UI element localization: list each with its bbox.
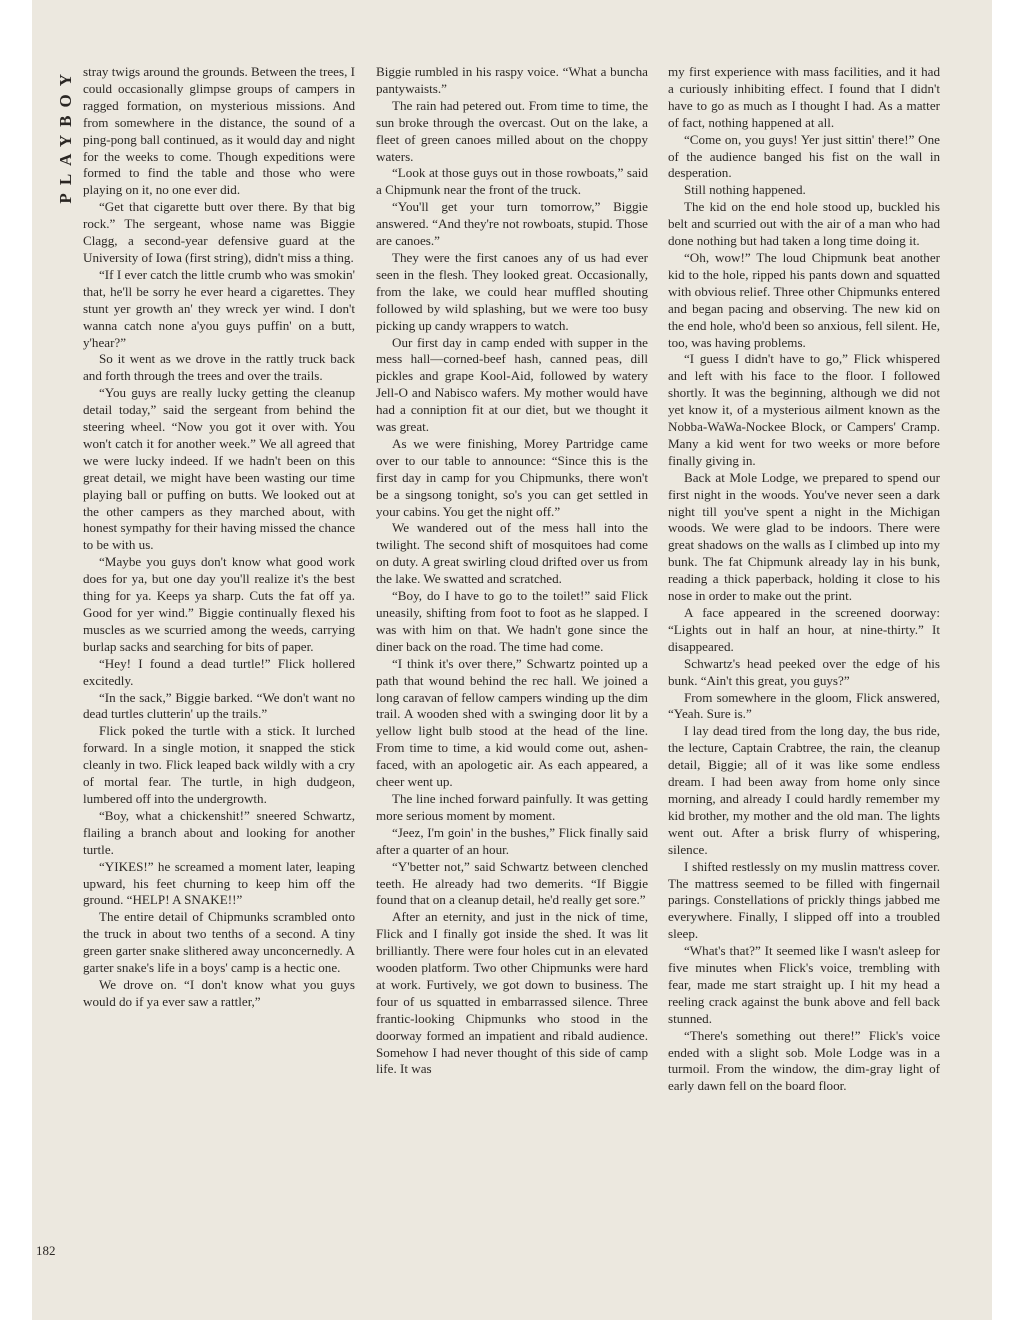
paragraph: “Get that cigarette butt over there. By that big rock.” The sergeant, whose name was Biggie Clagg, a second-year defensive guard at the University of Iowa (first string), didn't miss a thing.: [83, 199, 355, 265]
paragraph: “Boy, what a chickenshit!” sneered Schwartz, flailing a branch about and looking for another turtle.: [83, 807, 355, 857]
paragraph: From somewhere in the gloom, Flick answered, “Yeah. Sure is.”: [668, 689, 940, 722]
paragraph: “I think it's over there,” Schwartz pointed up a path that wound behind the rec hall. We joined a long caravan of fellow campers winding up the dim trail. A wooden shed with a swinging door lit by a yellow light bulb stood at the head of the line. From time to time, a kid would come out, ashen-faced, with an apologetic air. As each appeared, a cheer went up.: [376, 655, 648, 790]
paragraph: “If I ever catch the little crumb who was smokin' that, he'll be sorry he ever heard a cigarettes. They stunt yer growth an' they wreck yer wind. I don't wanna catch none a'you guys puffin' on a butt, y'hear?”: [83, 266, 355, 350]
paragraph: stray twigs around the grounds. Between the trees, I could occasionally glimpse groups of campers in ragged formation, on mysterious missions. And from somewhere in the distance, the sound of a ping-pong ball continued, as it would day and night for the weeks to come. Though expeditions were formed to find the table and those who were playing on it, no one ever did.: [83, 64, 355, 198]
paragraph: Biggie rumbled in his raspy voice. “What a buncha pantywaists.”: [376, 64, 648, 96]
paragraph: “Come on, you guys! Yer just sittin' there!” One of the audience banged his fist on the wall in desperation.: [668, 131, 940, 181]
paragraph: “In the sack,” Biggie barked. “We don't want no dead turtles clutterin' up the trails.”: [83, 689, 355, 722]
paragraph: A face appeared in the screened doorway: “Lights out in half an hour, at nine-thirty.” It disappeared.: [668, 605, 940, 654]
paragraph: “You guys are really lucky getting the cleanup detail today,” said the sergeant from behind the steering wheel. “Now you got it over with. You won't catch it for another week.” We all agreed that we were lucky indeed. If we hadn't been on this great detail, we might have been wasting our time playing ball or puffing on butts. We looked out at the other campers as they marched about, with honest sympathy for their having missed the chance to be with us.: [83, 385, 355, 553]
paragraph: So it went as we drove in the rattly truck back and forth through the trees and over the trails.: [83, 351, 355, 384]
paragraph: The kid on the end hole stood up, buckled his belt and scurried out with the air of a man who had done nothing but had taken a long time doing it.: [668, 199, 940, 249]
paragraph: “You'll get your turn tomorrow,” Biggie answered. “And they're not rowboats, stupid. Those are canoes.”: [376, 199, 648, 249]
paragraph: my first experience with mass facilities, and it had a curiously inhibiting effect. I found that I didn't have to go as much as I thought I had. As a matter of fact, nothing happened at all.: [668, 64, 940, 130]
column-2: [376, 64, 648, 1078]
paragraph: “I guess I didn't have to go,” Flick whispered and left with his face to the floor. I followed shortly. It was the beginning, although we did not yet know it, of a mysterious ailment known as the Nobba-WaWa-Nockee Block, or Campers' Cramp. Many a kid went for two weeks or more before finally giving in.: [668, 351, 940, 468]
paragraph: Flick poked the turtle with a stick. It lurched forward. In a single motion, it snapped the stick cleanly in two. Flick leaped back wildly with a cry of mortal fear. The turtle, in high dudgeon, lumbered off into the undergrowth.: [83, 723, 355, 806]
paragraph: After an eternity, and just in the nick of time, Flick and I finally got inside the shed. It was lit brilliantly. There were four holes cut in an elevated wooden platform. Two other Chipmunks were hard at work. Furtively, we got down to business. The four of us squatted in embarrassed silence. Three frantic-looking Chipmunks who stood in the doorway formed an impatient and ribald audience. Somehow I had never thought of this side of camp life. It was: [376, 909, 648, 1077]
paragraph: We wandered out of the mess hall into the twilight. The second shift of mosquitoes had come on duty. A great swirling cloud drifted over us from the lake. We swatted and scratched.: [376, 520, 648, 587]
page-number: 182: [36, 1243, 56, 1258]
column-3: [668, 64, 940, 1095]
magazine-page: [32, 0, 992, 1320]
paragraph: Schwartz's head peeked over the edge of his bunk. “Ain't this great, you guys?”: [668, 655, 940, 688]
paragraph: The rain had petered out. From time to time, the sun broke through the overcast. Out on the lake, a fleet of green canoes milled about on the choppy waters.: [376, 97, 648, 164]
paragraph: Back at Mole Lodge, we prepared to spend our first night in the woods. You've never seen a dark night till you've spent a night in the Michigan woods. We were glad to be indoors. There were great shadows on the walls as I climbed up into my bunk. The fat Chipmunk already lay in his bunk, reading a thick paperback, holding it close to his nose in order to make out the print.: [668, 469, 940, 604]
paragraph: Our first day in camp ended with supper in the mess hall—corned-beef hash, canned peas, dill pickles and grape Kool-Aid, followed by watery Jell-O and Nabisco wafers. My mother would have had a conniption fit at our diet, but we thought it was great.: [376, 334, 648, 435]
paragraph: “There's something out there!” Flick's voice ended with a slight sob. Mole Lodge was in a turmoil. From the window, the dim-gray light of early dawn fell on the board floor.: [668, 1027, 940, 1094]
paragraph: “Oh, wow!” The loud Chipmunk beat another kid to the hole, ripped his pants down and squatted with obvious relief. Three other Chipmunks entered and began pacing and observing. The new kid on the end hole, who'd been so anxious, fell silent. He, too, was having problems.: [668, 249, 940, 350]
paragraph: “What's that?” It seemed like I wasn't asleep for five minutes when Flick's voice, trembling with fear, made me start straight up. I hit my head a reeling crack against the bunk above and fell back stunned.: [668, 943, 940, 1026]
paragraph: “Y'better not,” said Schwartz between clenched teeth. He already had two demerits. “If Biggie found that on a cleanup detail, he'd really get sore.”: [376, 858, 648, 908]
paragraph: They were the first canoes any of us had ever seen in the flesh. They looked great. Occasionally, from the lake, we could hear muffled shouting followed by wild splashing, but we were too busy picking up candy wrappers to watch.: [376, 249, 648, 333]
paragraph: The entire detail of Chipmunks scrambled onto the truck in about two tenths of a second. A tiny green garter snake slithered away unconcernedly. A garter snake's life in a boys' camp is a hectic one.: [83, 909, 355, 976]
column-1: [83, 64, 355, 1011]
paragraph: We drove on. “I don't know what you guys would do if ya ever saw a rattler,”: [83, 976, 355, 1009]
paragraph: As we were finishing, Morey Partridge came over to our table to announce: “Since this is the first day in camp for you Chipmunks, there won't be a singsong tonight, so's you can get settled in your cabins. You get the night off.”: [376, 435, 648, 519]
paragraph: “Boy, do I have to go to the toilet!” said Flick uneasily, shifting from foot to foot as he slapped. I was with him on that. We hadn't gone since the diner back on the road. The time had come.: [376, 588, 648, 654]
paragraph: “Jeez, I'm goin' in the bushes,” Flick finally said after a quarter of an hour.: [376, 824, 648, 857]
paragraph: I lay dead tired from the long day, the bus ride, the lecture, Captain Crabtree, the rain, the cleanup detail, Biggie; all of it was like some endless dream. I had been away from home only since morning, and already I could hardly remember my kid brother, my mother and the old man. The lights went out. After a brisk flurry of whispering, silence.: [668, 723, 940, 857]
masthead: PLAYBOY: [56, 66, 75, 204]
paragraph: “Maybe you guys don't know what good work does for ya, but one day you'll realize it's the best thing for ya. Keeps ya sharp. Cuts the fat off ya. Good for yer wind.” Biggie continually flexed his muscles as we scurried among the weeds, carrying burlap sacks and searching for bits of paper.: [83, 554, 355, 654]
paragraph: Still nothing happened.: [684, 182, 806, 198]
paragraph: “Look at those guys out in those rowboats,” said a Chipmunk near the front of the truck.: [376, 165, 648, 198]
paragraph: I shifted restlessly on my muslin mattress cover. The mattress seemed to be filled with fingernail parings. Constellations of prickly things jabbed me everywhere. Finally, I slipped off into a troubled sleep.: [668, 858, 940, 942]
paragraph: The line inched forward painfully. It was getting more serious moment by moment.: [376, 790, 648, 823]
paragraph: “YIKES!” he screamed a moment later, leaping upward, his feet churning to keep him off the ground. “HELP! A SNAKE!!”: [83, 858, 355, 908]
paragraph: “Hey! I found a dead turtle!” Flick hollered excitedly.: [83, 655, 355, 688]
